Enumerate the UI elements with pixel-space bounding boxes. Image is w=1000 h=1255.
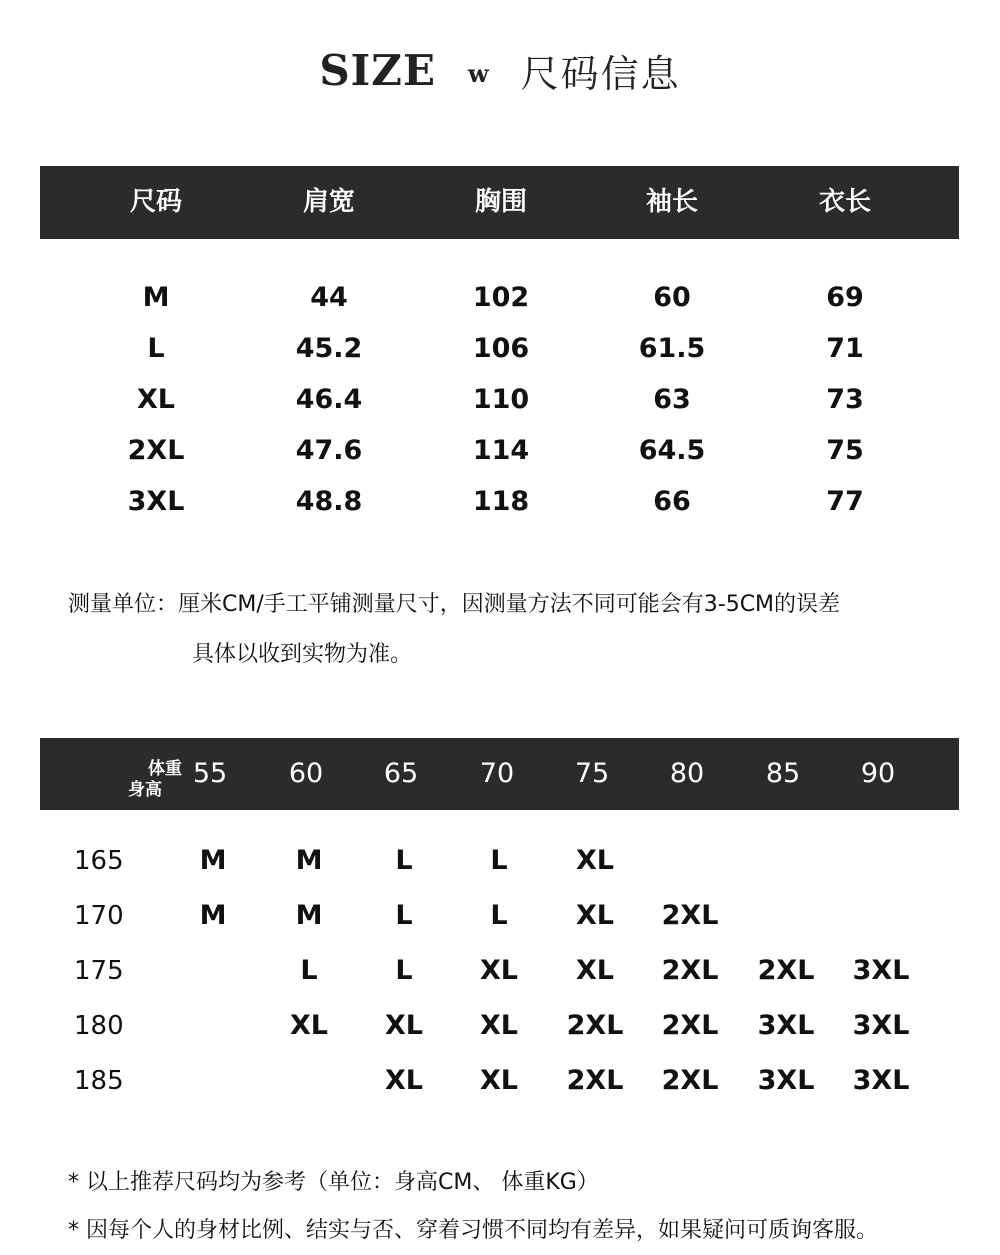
title-size-word: SIZE — [319, 45, 436, 95]
size-cell: XL — [575, 955, 615, 986]
footnote-disclaimer: * 因每个人的身材比例、结实与否、穿着习惯不同均有差异，如果疑问可质询客服。 — [68, 1218, 878, 1243]
measure-note-line2: 具体以收到实物为准。 — [192, 642, 413, 667]
height-label: 165 — [74, 846, 124, 876]
table-cell: 77 — [826, 486, 864, 517]
size-cell: 2XL — [661, 900, 719, 931]
table-cell: 63 — [653, 384, 691, 415]
size-cell: L — [395, 900, 413, 931]
size-cell: 3XL — [852, 955, 910, 986]
table-cell: 118 — [472, 486, 530, 517]
weight-header: 75 — [574, 758, 610, 789]
table-cell: 110 — [472, 384, 530, 415]
weight-header: 70 — [479, 758, 515, 789]
size-cell: 3XL — [757, 1010, 815, 1041]
weight-header: 55 — [192, 758, 228, 789]
height-label: 170 — [74, 901, 124, 931]
size-cell: 2XL — [661, 1010, 719, 1041]
size-cell: L — [395, 845, 413, 876]
size-cell — [168, 951, 258, 991]
table-cell: 75 — [826, 435, 864, 466]
table-cell: 102 — [472, 282, 530, 313]
size-cell: L — [395, 955, 413, 986]
size-cell: 2XL — [661, 1065, 719, 1096]
size-cell — [168, 1006, 258, 1046]
table-cell: 64.5 — [638, 435, 706, 466]
size-cell — [741, 896, 831, 936]
table-cell: 73 — [826, 384, 864, 415]
size-cell: XL — [289, 1010, 329, 1041]
table-cell: 47.6 — [295, 435, 363, 466]
size-cell: M — [295, 900, 323, 931]
weight-header: 90 — [860, 758, 896, 789]
size-cell: L — [490, 900, 508, 931]
size-cell: 2XL — [757, 955, 815, 986]
size-cell: M — [295, 845, 323, 876]
size-cell: L — [300, 955, 318, 986]
size-cell: XL — [384, 1065, 424, 1096]
table-cell: 45.2 — [295, 333, 363, 364]
weight-header: 60 — [288, 758, 324, 789]
weight-header: 80 — [669, 758, 705, 789]
page-title — [0, 40, 1000, 100]
table-cell: 69 — [826, 282, 864, 313]
corner-weight-label: 体重 — [148, 759, 182, 779]
table-cell: 114 — [472, 435, 530, 466]
size-cell — [836, 841, 926, 881]
size-cell: 2XL — [566, 1010, 624, 1041]
height-label: 180 — [74, 1011, 124, 1041]
table-cell: 61.5 — [638, 333, 706, 364]
header-length: 衣长 — [818, 187, 871, 217]
size-cell: 3XL — [852, 1010, 910, 1041]
size-cell: XL — [479, 955, 519, 986]
table-cell: XL — [136, 384, 176, 415]
table-cell: L — [147, 333, 165, 364]
size-cell: M — [199, 845, 227, 876]
corner-height-label: 身高 — [128, 780, 162, 800]
size-cell: 2XL — [566, 1065, 624, 1096]
table-cell: 44 — [310, 282, 348, 313]
table-cell: 71 — [826, 333, 864, 364]
measure-note-line1: 测量单位：厘米CM/手工平铺测量尺寸，因测量方法不同可能会有3-5CM的误差 — [68, 592, 841, 617]
title-decorative-mark: w — [467, 58, 489, 88]
size-cell: XL — [575, 900, 615, 931]
weight-header: 65 — [383, 758, 419, 789]
height-label: 175 — [74, 956, 124, 986]
size-cell: 2XL — [661, 955, 719, 986]
size-cell: L — [490, 845, 508, 876]
weight-header: 85 — [765, 758, 801, 789]
table-cell: 60 — [653, 282, 691, 313]
table-cell: 66 — [653, 486, 691, 517]
size-cell — [836, 896, 926, 936]
size-cell: 3XL — [852, 1065, 910, 1096]
header-shoulder: 肩宽 — [302, 187, 355, 217]
table-cell: 2XL — [127, 435, 185, 466]
table-cell: 48.8 — [295, 486, 363, 517]
title-chinese: 尺码信息 — [520, 51, 681, 96]
size-cell: XL — [575, 845, 615, 876]
footnote-reference: * 以上推荐尺码均为参考（单位：身高CM、 体重KG） — [68, 1170, 599, 1195]
size-cell — [264, 1061, 354, 1101]
header-chest: 胸围 — [474, 187, 527, 217]
size-cell — [645, 841, 735, 881]
header-sleeve: 袖长 — [645, 187, 698, 217]
size-cell — [741, 841, 831, 881]
table-cell: 46.4 — [295, 384, 363, 415]
measure-table-header — [40, 166, 959, 239]
size-cell: M — [199, 900, 227, 931]
size-cell: XL — [384, 1010, 424, 1041]
table-cell: M — [142, 282, 170, 313]
size-cell: XL — [479, 1010, 519, 1041]
table-cell: 106 — [472, 333, 530, 364]
header-size: 尺码 — [129, 187, 182, 217]
size-cell: XL — [479, 1065, 519, 1096]
size-cell: 3XL — [757, 1065, 815, 1096]
height-label: 185 — [74, 1066, 124, 1096]
recommend-table-header — [40, 738, 959, 810]
size-cell — [168, 1061, 258, 1101]
table-cell: 3XL — [127, 486, 185, 517]
